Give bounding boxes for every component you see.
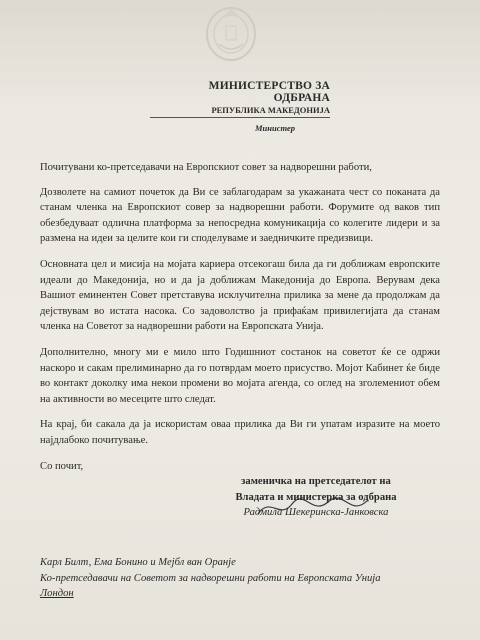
closing: Со почит, — [40, 460, 84, 472]
paragraph-4: На крај, би сакала да ја искористам оваа прилика да Ви ги упатам изразите на моето најдлабоко почитување. — [40, 419, 440, 446]
ministry-name: МИНИСТЕРСТВО ЗА ОДБРАНА — [208, 80, 330, 104]
addressee-names: Карл Билт, Ема Бонино и Мејбл ван Оранје — [40, 557, 236, 568]
signer-title-line-1: заменичка на претседателот на — [241, 476, 391, 487]
addressee-role: Ко-претседавачи на Советот за надворешни работи на Европската Унија — [40, 572, 381, 584]
addressee-block — [40, 555, 460, 602]
salutation: Почитувани ко-претседавачи на Европскиот совет за надворешни работи, — [40, 162, 372, 173]
paragraph-1: Дозволете на самиот почеток да Ви се заблагодарам за укажаната чест со поканата да станам членка на Европскиот совер за надворешни работи. Форумите од ваков тип обезбедуваат одлична платформа за непосредна комуникација со колегите лидери и за размена на идеи за целите кои ги споделуваме и заедничките предизвици. — [40, 186, 440, 245]
signer-title-line-2: Владата и министерка за одбрана — [235, 491, 397, 503]
coat-of-arms-emblem — [204, 4, 258, 62]
republic-name: РЕПУБЛИКА МАКЕДОНИЈА — [211, 105, 330, 115]
letterhead-divider — [150, 117, 330, 118]
paragraph-2: Основната цел и мисија на мојата кариера отсекогаш била да ги доближам европските идеали до Македонија, но и да ја доближам Македонија до Европа. Верувам дека Вашиот еминентен Совет претставува исклучителна прилика за мене да продолжам да дејствувам во истата насока. Со задоволство ја прифаќам привилегијата да станам членка на Советот за надворешни работи на Европската Унија. — [40, 258, 440, 333]
signer-name: Радмила Шекеринска-Јанковска — [243, 507, 389, 519]
addressee-city: Лондон — [40, 588, 74, 600]
paragraph-3: Дополнително, многу ми е мило што Годишниот состанок на советот ќе се одржи наскоро и сакам прелиминарно да го потврдам моето присуство. Мојот Кабинет ќе биде во контакт доколку има некои промени во мојата агенда, со оглед на зголемениот обем на активности во месеците што следат. — [40, 346, 440, 405]
signature-block — [216, 474, 416, 521]
letter-body — [40, 160, 440, 484]
minister-label: Министер — [254, 123, 296, 133]
letterhead — [150, 80, 330, 133]
